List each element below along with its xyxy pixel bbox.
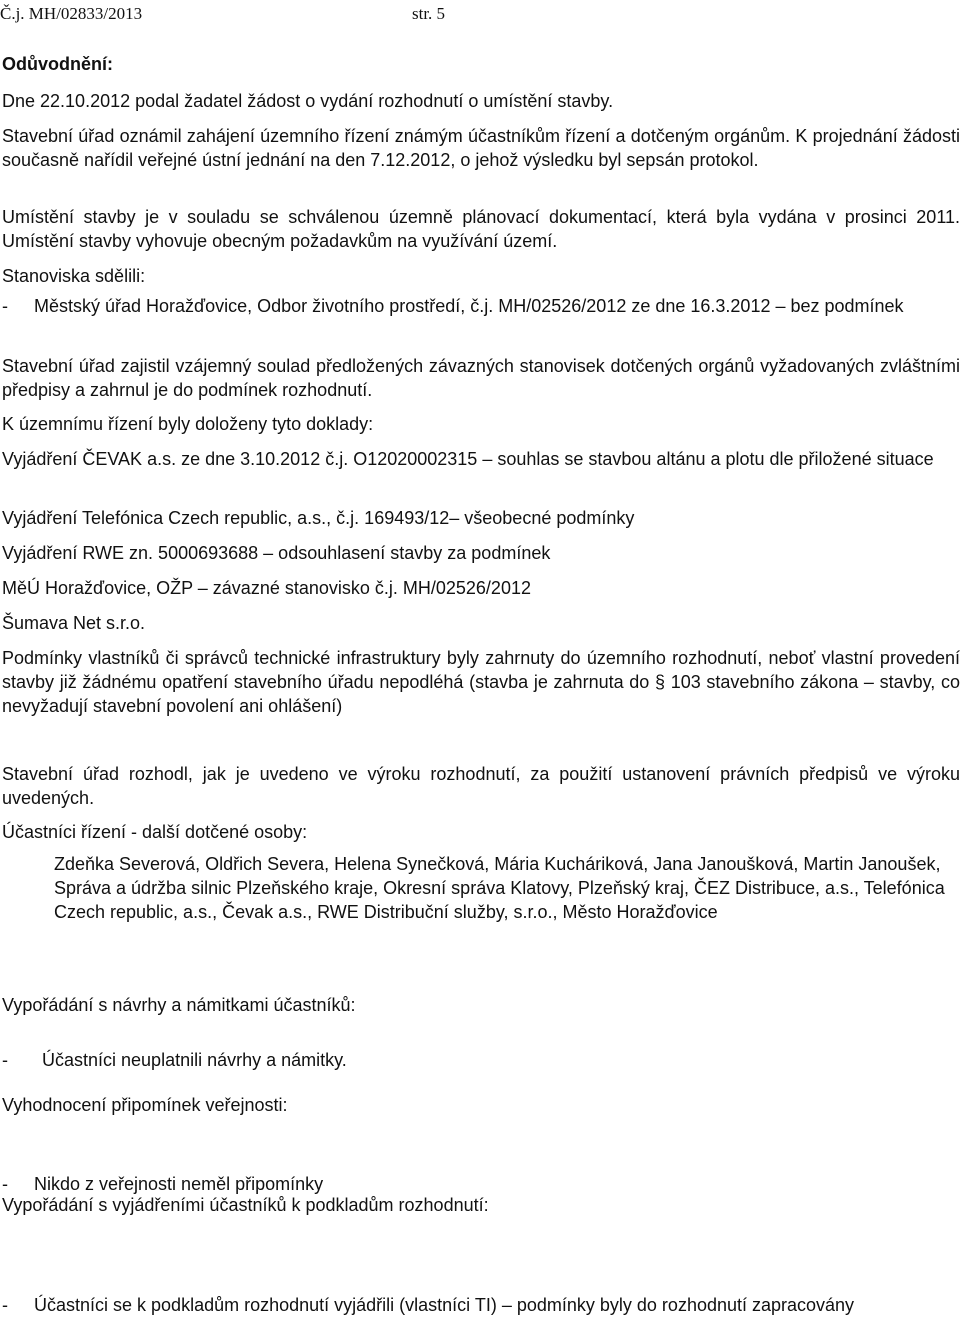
documents-label: K územnímu řízení byly doloženy tyto doklady: xyxy=(2,414,374,434)
paragraph-zoning: Umístění stavby je v souladu se schválenou územně plánovací dokumentací, která byla vydána v prosinci 2011. Umístění stavby vyhovuje obecným požadavkům na využívání území. xyxy=(2,207,960,251)
participants-list: Zdeňka Severová, Oldřich Severa, Helena Synečková, Mária Kucháriková, Jana Janoušková, Martin Janoušek, Správa a údržba silnic Plzeňského kraje, Okresní správa Klatovy, Plzeňský kraj, ČEZ Distribuce, a.s., Telefónica Czech republic, a.s., Čevak a.s., RWE Distribuční služby, s.r.o., Město Horažďovice xyxy=(54,854,945,922)
paragraph-submission: Dne 22.10.2012 podal žadatel žádost o vydání rozhodnutí o umístění stavby. xyxy=(2,91,614,111)
objections-item xyxy=(2,1048,960,1072)
list-dash: - xyxy=(2,1174,8,1194)
statement-text: Městský úřad Horažďovice, Odbor životního prostředí, č.j. MH/02526/2012 ze dne 16.3.2012 – bez podmínek xyxy=(34,296,904,316)
paragraph-decision: Stavební úřad rozhodl, jak je uvedeno ve výroku rozhodnutí, za použití ustanovení právních předpisů ve výroku uvedených. xyxy=(2,764,960,808)
document-item-meu: MěÚ Horažďovice, OŽP – závazné stanovisko č.j. MH/02526/2012 xyxy=(2,578,531,598)
page-number: str. 5 xyxy=(412,4,446,23)
paragraph-coordination: Stavební úřad zajistil vzájemný soulad předložených závazných stanovisek dotčených orgánů vyžadovaných zvláštními předpisy a zahrnul je do podmínek rozhodnutí. xyxy=(2,356,960,400)
submissions-label: Vypořádání s vyjádřeními účastníků k podkladům rozhodnutí: xyxy=(2,1195,489,1215)
paragraph-infrastructure: Podmínky vlastníků či správců technické infrastruktury byly zahrnuty do územního rozhodnutí, neboť vlastní provedení stavby již žádnému opatření stavebního úřadu nepodléhá (stavba je zahrnuta do § 103 stavebního zákona – stavby, co nevyžadují stavební povolení ani ohlášení) xyxy=(2,648,960,716)
public-comments-text: Nikdo z veřejnosti neměl připomínky xyxy=(34,1174,324,1194)
section-heading: Odůvodnění: xyxy=(2,54,113,74)
paragraph-proceedings: Stavební úřad oznámil zahájení územního řízení známým účastníkům řízení a dotčeným orgánům. K projednání žádosti současně nařídil veřejné ústní jednání na den 7.12.2012, o jehož výsledku byl sepsán protokol. xyxy=(2,126,960,170)
document-item-sumava: Šumava Net s.r.o. xyxy=(2,613,146,633)
document-item-rwe: Vyjádření RWE zn. 5000693688 – odsouhlasení stavby za podmínek xyxy=(2,543,551,563)
statements-label: Stanoviska sdělili: xyxy=(2,266,146,286)
reference-number: Č.j. MH/02833/2013 xyxy=(0,4,143,23)
list-dash: - xyxy=(2,1050,8,1070)
objections-text: Účastníci neuplatnili návrhy a námitky. xyxy=(42,1050,347,1070)
statement-item xyxy=(2,294,960,318)
objections-label: Vypořádání s návrhy a námitkami účastníků: xyxy=(2,995,356,1015)
document-item-cevak: Vyjádření ČEVAK a.s. ze dne 3.10.2012 č.j. O12020002315 – souhlas se stavbou altánu a plotu dle přiložené situace xyxy=(2,449,934,469)
submissions-item xyxy=(2,1293,960,1317)
submissions-text: Účastníci se k podkladům rozhodnutí vyjádřili (vlastníci TI) – podmínky byly do rozhodnutí zapracovány xyxy=(34,1295,855,1315)
public-comments-label: Vyhodnocení připomínek veřejnosti: xyxy=(2,1095,288,1115)
list-dash: - xyxy=(2,296,8,316)
participants-label: Účastníci řízení - další dotčené osoby: xyxy=(2,822,308,842)
document-item-telefonica: Vyjádření Telefónica Czech republic, a.s., č.j. 169493/12– všeobecné podmínky xyxy=(2,508,635,528)
page-header xyxy=(0,2,446,26)
list-dash: - xyxy=(2,1295,8,1315)
